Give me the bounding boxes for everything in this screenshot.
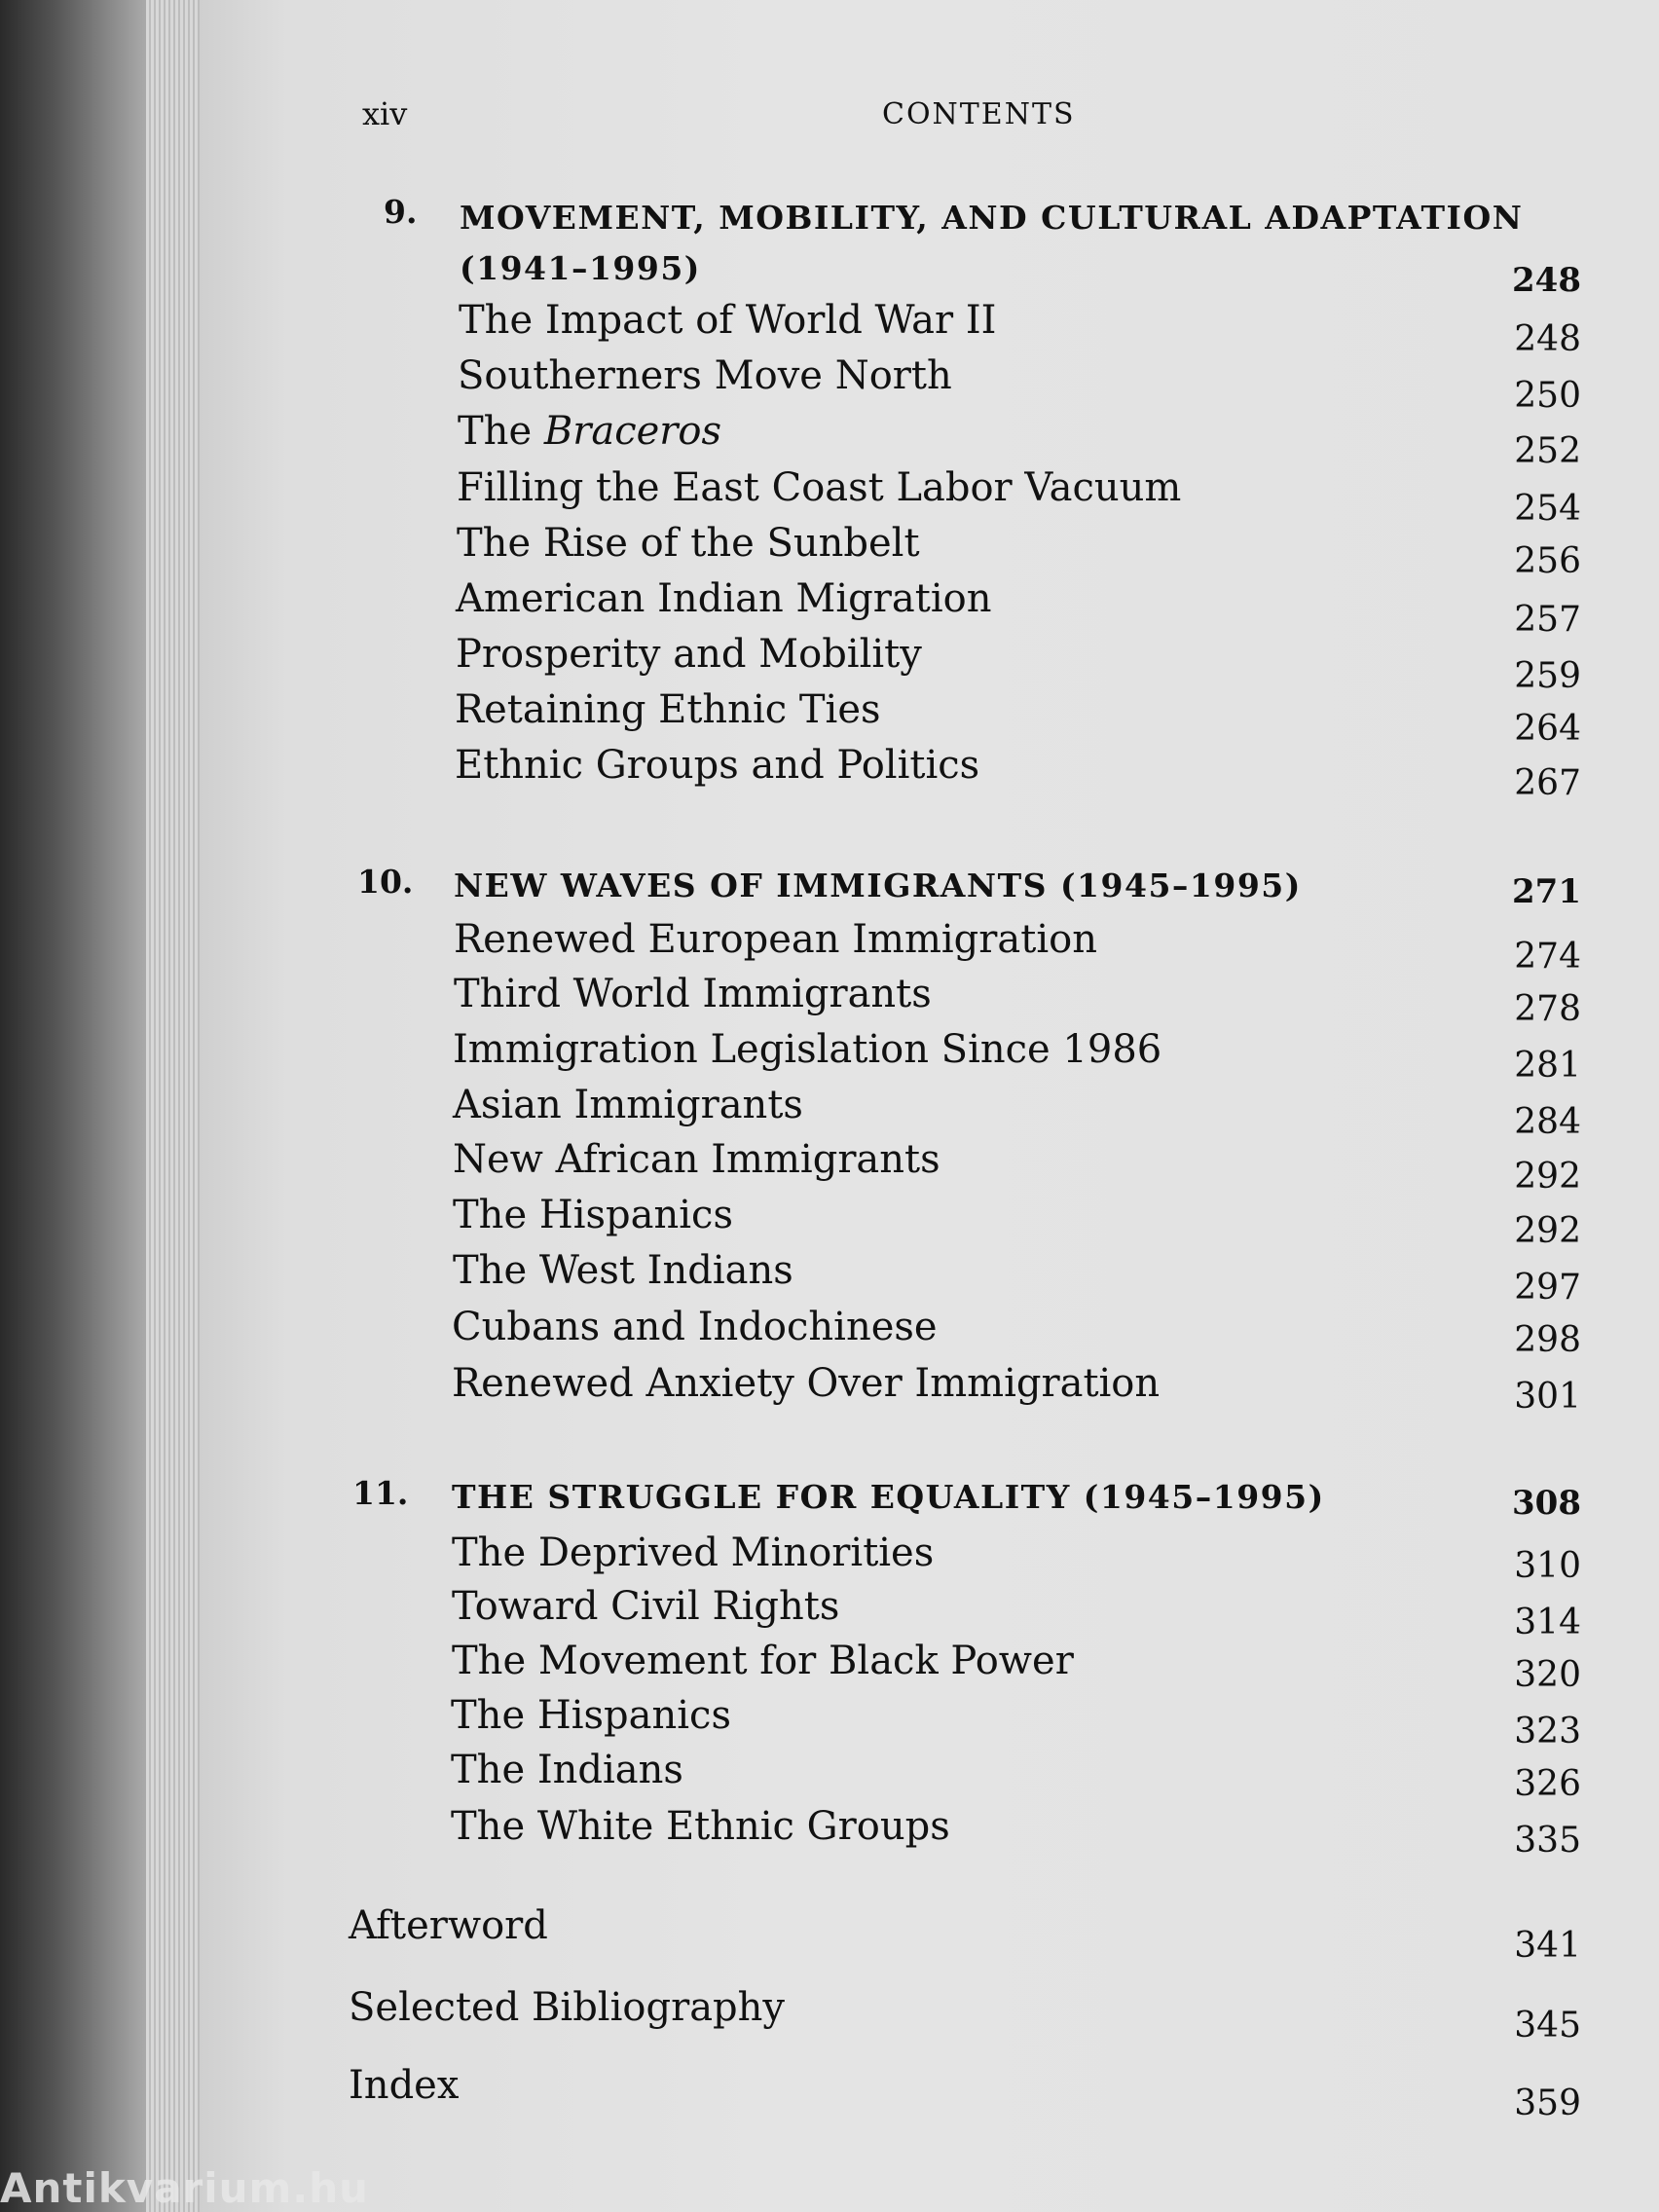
toc-entry-italic: Braceros [543,409,721,454]
toc-entry-page: 264 [1514,709,1581,749]
toc-entry-page: 323 [1514,1712,1581,1751]
toc-entry-page: 248 [1514,319,1581,359]
toc-entry-prefix: The [458,409,544,454]
toc-entry: The Indians [451,1748,683,1792]
toc-entry-page: 278 [1514,989,1581,1029]
page-number: xiv [362,95,408,132]
toc-entry: Toward Civil Rights [452,1584,840,1629]
toc-entry-page: 250 [1514,376,1581,416]
toc-entry-page: 301 [1514,1377,1581,1417]
back-matter-bibliography: Selected Bibliography [349,1985,786,2030]
chapter-page: 308 [1512,1484,1581,1523]
toc-entry-page: 292 [1514,1157,1581,1197]
toc-entry-page: 252 [1514,431,1581,471]
back-matter-page: 359 [1514,2083,1581,2123]
back-matter-index: Index [349,2063,460,2108]
chapter-title: MOVEMENT, MOBILITY, AND CULTURAL ADAPTATION [460,199,1524,237]
toc-entry: The Hispanics [451,1693,731,1738]
toc-entry: New African Immigrants [453,1137,940,1182]
toc-entry: Filling the East Coast Labor Vacuum [457,465,1182,510]
toc-entry: Renewed European Immigration [454,917,1097,962]
toc-entry-page: 254 [1514,489,1581,529]
toc-entry-page: 256 [1514,541,1581,581]
page-edges [146,0,204,2212]
toc-entry: Third World Immigrants [454,972,932,1016]
toc-entry-page: 310 [1514,1546,1581,1586]
toc-entry-page: 335 [1514,1821,1581,1861]
toc-entry: Asian Immigrants [453,1083,803,1127]
toc-entry-page: 298 [1514,1320,1581,1360]
chapter-page: 271 [1512,872,1581,911]
toc-entry-page: 297 [1514,1268,1581,1308]
toc-entry: Renewed Anxiety Over Immigration [452,1361,1161,1406]
toc-entry-page: 284 [1514,1102,1581,1142]
toc-entry: Cubans and Indochinese [452,1305,938,1349]
toc-entry: The Rise of the Sunbelt [457,521,920,566]
toc-entry: The West Indians [453,1248,793,1293]
back-matter-page: 341 [1514,1926,1581,1966]
back-matter-afterword: Afterword [349,1903,548,1948]
watermark: Antikvarium.hu [0,2164,370,2212]
chapter-number: 11. [352,1474,409,1512]
toc-entry: Southerners Move North [458,353,952,398]
toc-entry: The Deprived Minorities [452,1530,935,1575]
toc-entry: Prosperity and Mobility [456,632,922,677]
toc-entry-page: 281 [1514,1046,1581,1086]
toc-entry: The White Ethnic Groups [451,1804,950,1849]
toc-entry-page: 259 [1514,656,1581,696]
toc-entry: The Impact of World War II [459,298,997,343]
chapter-title-continued: (1941–1995) [460,249,701,287]
toc-entry-page: 320 [1514,1655,1581,1695]
toc-entry-page: 292 [1514,1211,1581,1251]
toc-entry: Ethnic Groups and Politics [455,743,980,788]
toc-entry-page: 257 [1514,600,1581,640]
toc-entry [458,409,721,454]
toc-entry: The Hispanics [453,1193,733,1237]
toc-entry-page: 274 [1514,937,1581,977]
chapter-number: 9. [384,193,418,231]
toc-entry: Immigration Legislation Since 1986 [453,1027,1162,1072]
chapter-page: 248 [1512,261,1581,300]
chapter-title: NEW WAVES OF IMMIGRANTS (1945–1995) [454,866,1302,904]
toc-entry-page: 326 [1514,1764,1581,1804]
toc-entry: Retaining Ethnic Ties [455,687,881,732]
chapter-title: THE STRUGGLE FOR EQUALITY (1945–1995) [452,1478,1325,1516]
chapter-number: 10. [357,863,414,901]
toc-entry: The Movement for Black Power [452,1639,1074,1683]
toc-entry-page: 314 [1514,1603,1581,1642]
running-head: CONTENTS [882,97,1076,131]
back-matter-page: 345 [1514,2006,1581,2046]
toc-entry: American Indian Migration [456,576,992,621]
toc-entry-page: 267 [1514,763,1581,803]
